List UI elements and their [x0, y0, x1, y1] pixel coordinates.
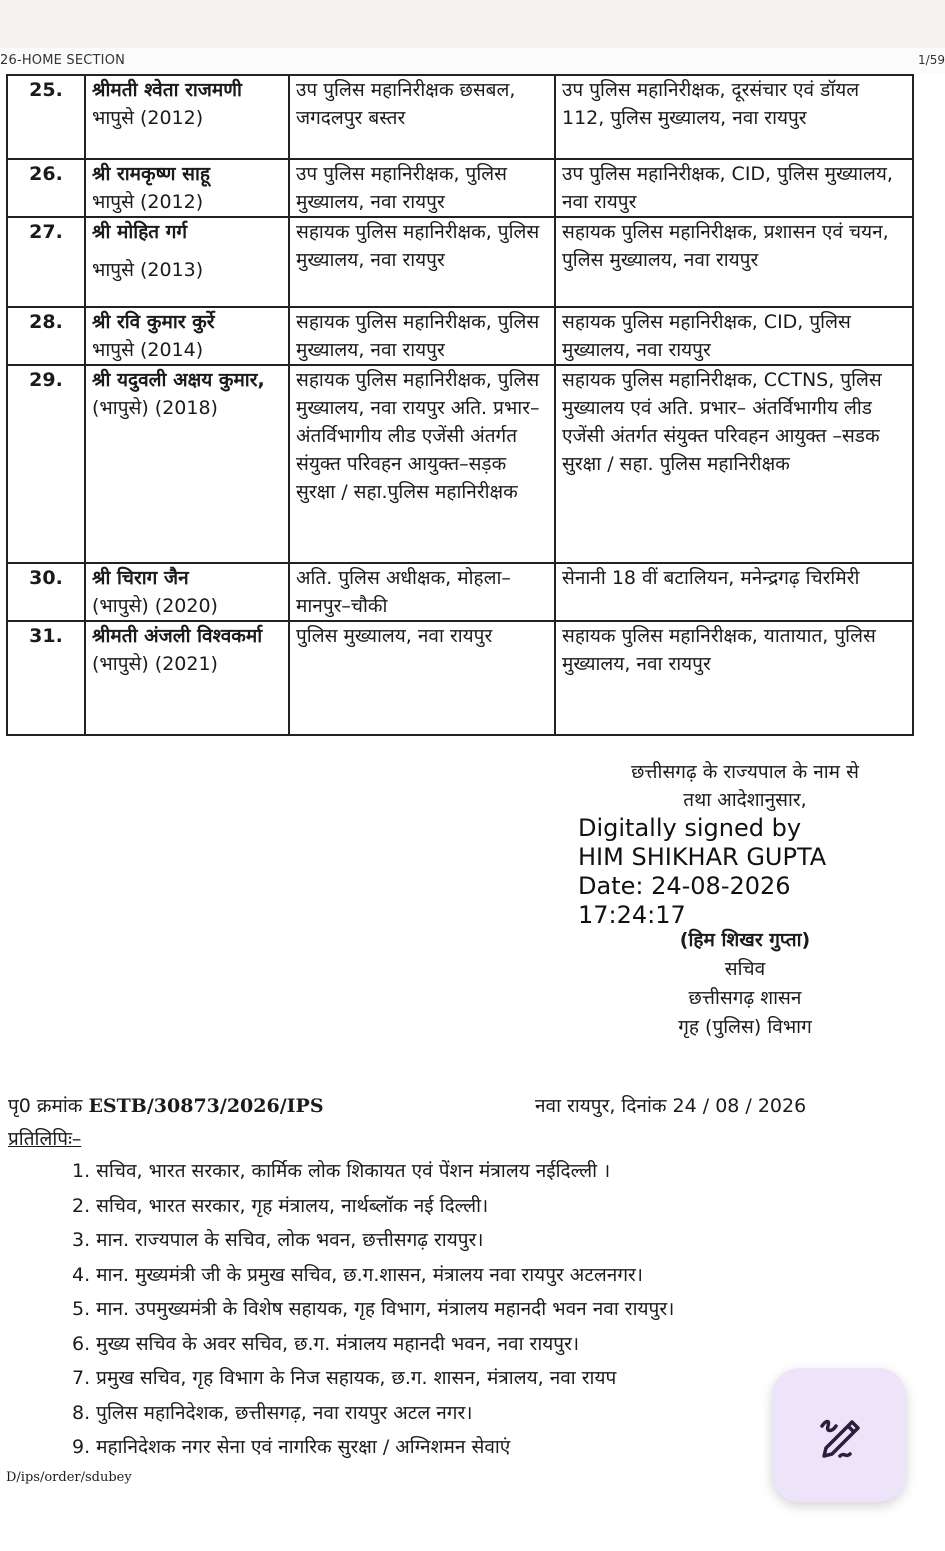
- authority-line: [560, 758, 930, 814]
- transfer-table: [6, 74, 914, 736]
- table-row: [7, 307, 913, 365]
- current-post: पुलिस मुख्यालय, नवा रायपुर: [289, 621, 555, 735]
- current-post: सहायक पुलिस महानिरीक्षक, पुलिस मुख्यालय, नवा रायपुर अति. प्रभार– अंतर्विभागीय लीड एजेंसी अंतर्गत संयुक्त परिवहन आयुक्त–सड़क सुरक्षा / सहा.पुलिस महानिरीक्षक: [289, 365, 555, 563]
- table-row: [7, 159, 913, 217]
- current-post: सहायक पुलिस महानिरीक्षक, पुलिस मुख्यालय, नवा रायपुर: [289, 307, 555, 365]
- signatory-department: गृह (पुलिस) विभाग: [678, 1016, 812, 1038]
- officer-cell: [85, 217, 289, 307]
- signatory-designation: सचिव: [724, 958, 766, 980]
- reference-prefix: पृ0 क्रमांक: [8, 1095, 83, 1117]
- officer-cell: [85, 159, 289, 217]
- list-item: 7. प्रमुख सचिव, गृह विभाग के निज सहायक, छ.ग. शासन, मंत्रालय, नवा रायप: [72, 1367, 617, 1389]
- list-item: 6. मुख्य सचिव के अवर सचिव, छ.ग. मंत्रालय महानदी भवन, नवा रायपुर।: [72, 1332, 580, 1355]
- section-label: 26-HOME SECTION: [0, 53, 126, 68]
- place-date: नवा रायपुर, दिनांक 24 / 08 / 2026: [535, 1095, 807, 1117]
- new-post: उप पुलिस महानिरीक्षक, CID, पुलिस मुख्यालय, नवा रायपुर: [555, 159, 913, 217]
- table-row: [7, 75, 913, 159]
- current-post: अति. पुलिस अधीक्षक, मोहला–मानपुर–चौकी: [289, 563, 555, 621]
- officer-batch: भापुसे (2012): [92, 191, 204, 213]
- current-post: उप पुलिस महानिरीक्षक छसबल, जगदलपुर बस्तर: [289, 75, 555, 159]
- officer-name: श्रीमती अंजली विश्वकर्मा: [92, 625, 263, 647]
- officer-cell: [85, 307, 289, 365]
- table-row: [7, 563, 913, 621]
- officer-batch: भापुसे (2013): [92, 259, 204, 281]
- list-item: 9. महानिदेशक नगर सेना एवं नागरिक सुरक्षा / अग्निशमन सेवाएं: [72, 1436, 511, 1458]
- reference-code: ESTB/30873/2026/IPS: [88, 1095, 324, 1117]
- page-counter: 1/59: [918, 53, 945, 67]
- table-row: [7, 365, 913, 563]
- officer-name: श्री चिराग जैन: [92, 567, 189, 589]
- list-item: 1. सचिव, भारत सरकार, कार्मिक लोक शिकायत एवं पेंशन मंत्रालय नईदिल्ली ।: [72, 1160, 611, 1182]
- signatory-block: [620, 926, 870, 1042]
- new-post: सहायक पुलिस महानिरीक्षक, यातायात, पुलिस मुख्यालय, नवा रायपुर: [555, 621, 913, 735]
- new-post: सेनानी 18 वीं बटालियन, मनेन्द्रगढ़ चिरमिरी: [555, 563, 913, 621]
- list-item: 8. पुलिस महानिदेशक, छत्तीसगढ़, नवा रायपुर अटल नगर।: [72, 1401, 473, 1424]
- current-post: सहायक पुलिस महानिरीक्षक, पुलिस मुख्यालय, नवा रायपुर: [289, 217, 555, 307]
- officer-name: श्री रवि कुमार कुर्रे: [92, 311, 215, 333]
- list-item: 2. सचिव, भारत सरकार, गृह मंत्रालय, नार्थब्लॉक नई दिल्ली।: [72, 1194, 489, 1217]
- serial-number: 25.: [7, 75, 85, 159]
- signatory-government: छत्तीसगढ़ शासन: [688, 987, 802, 1009]
- officer-name: श्री मोहित गर्ग: [92, 221, 188, 243]
- officer-batch: (भापुसे) (2021): [92, 653, 218, 675]
- list-item: 4. मान. मुख्यमंत्री जी के प्रमुख सचिव, छ.ग.शासन, मंत्रालय नवा रायपुर अटलनगर।: [72, 1263, 643, 1286]
- digital-signature: [578, 814, 826, 930]
- officer-cell: [85, 75, 289, 159]
- list-item: 5. मान. उपमुख्यमंत्री के विशेष सहायक, गृह विभाग, मंत्रालय महानदी भवन नवा रायपुर।: [72, 1298, 675, 1320]
- edit-pen-icon: [812, 1408, 866, 1462]
- officer-cell: [85, 621, 289, 735]
- new-post: सहायक पुलिस महानिरीक्षक, CCTNS, पुलिस मुख्यालय एवं अति. प्रभार– अंतर्विभागीय लीड एजेंसी अंतर्गत संयुक्त परिवहन आयुक्त –सडक सुरक्षा / सहा. पुलिस महानिरीक्षक: [555, 365, 913, 563]
- digital-signature-line: Digitally signed by: [578, 814, 802, 842]
- serial-number: 26.: [7, 159, 85, 217]
- officer-batch: (भापुसे) (2020): [92, 595, 218, 617]
- serial-number: 31.: [7, 621, 85, 735]
- top-band: [0, 0, 945, 48]
- copy-to-heading: प्रतिलिपिः–: [8, 1128, 82, 1150]
- list-item: 3. मान. राज्यपाल के सचिव, लोक भवन, छत्तीसगढ़ रायपुर।: [72, 1229, 484, 1251]
- governor-order-line-1: छत्तीसगढ़ के राज्यपाल के नाम से: [631, 761, 859, 783]
- signatory-name: (हिम शिखर गुप्ता): [679, 929, 811, 951]
- officer-batch: भापुसे (2012): [92, 107, 204, 129]
- officer-cell: [85, 365, 289, 563]
- serial-number: 30.: [7, 563, 85, 621]
- copy-to-list: [72, 1154, 872, 1465]
- serial-number: 28.: [7, 307, 85, 365]
- digital-signature-date: Date: 24-08-2026: [578, 872, 791, 900]
- officer-name: श्री यदुवली अक्षय कुमार,: [92, 369, 265, 391]
- file-path-footer: D/ips/order/sdubey: [6, 1470, 132, 1485]
- reference-number: [8, 1092, 324, 1118]
- new-post: उप पुलिस महानिरीक्षक, दूरसंचार एवं डॉयल 112, पुलिस मुख्यालय, नवा रायपुर: [555, 75, 913, 159]
- officer-batch: भापुसे (2014): [92, 339, 204, 361]
- governor-order-line-2: तथा आदेशानुसार,: [683, 789, 807, 811]
- digital-signature-time: 17:24:17: [578, 901, 686, 929]
- new-post: सहायक पुलिस महानिरीक्षक, प्रशासन एवं चयन, पुलिस मुख्यालय, नवा रायपुर: [555, 217, 913, 307]
- serial-number: 27.: [7, 217, 85, 307]
- officer-batch: (भापुसे) (2018): [92, 397, 218, 419]
- officer-name: श्री रामकृष्ण साहू: [92, 163, 210, 185]
- table-row: [7, 621, 913, 735]
- new-post: सहायक पुलिस महानिरीक्षक, CID, पुलिस मुख्यालय, नवा रायपुर: [555, 307, 913, 365]
- serial-number: 29.: [7, 365, 85, 563]
- officer-name: श्रीमती श्वेता राजमणी: [92, 79, 242, 101]
- current-post: उप पुलिस महानिरीक्षक, पुलिस मुख्यालय, नवा रायपुर: [289, 159, 555, 217]
- table-row: [7, 217, 913, 307]
- digital-signature-name: HIM SHIKHAR GUPTA: [578, 843, 827, 871]
- edit-fab-button[interactable]: [772, 1368, 906, 1502]
- page-header-strip: [0, 48, 945, 74]
- officer-cell: [85, 563, 289, 621]
